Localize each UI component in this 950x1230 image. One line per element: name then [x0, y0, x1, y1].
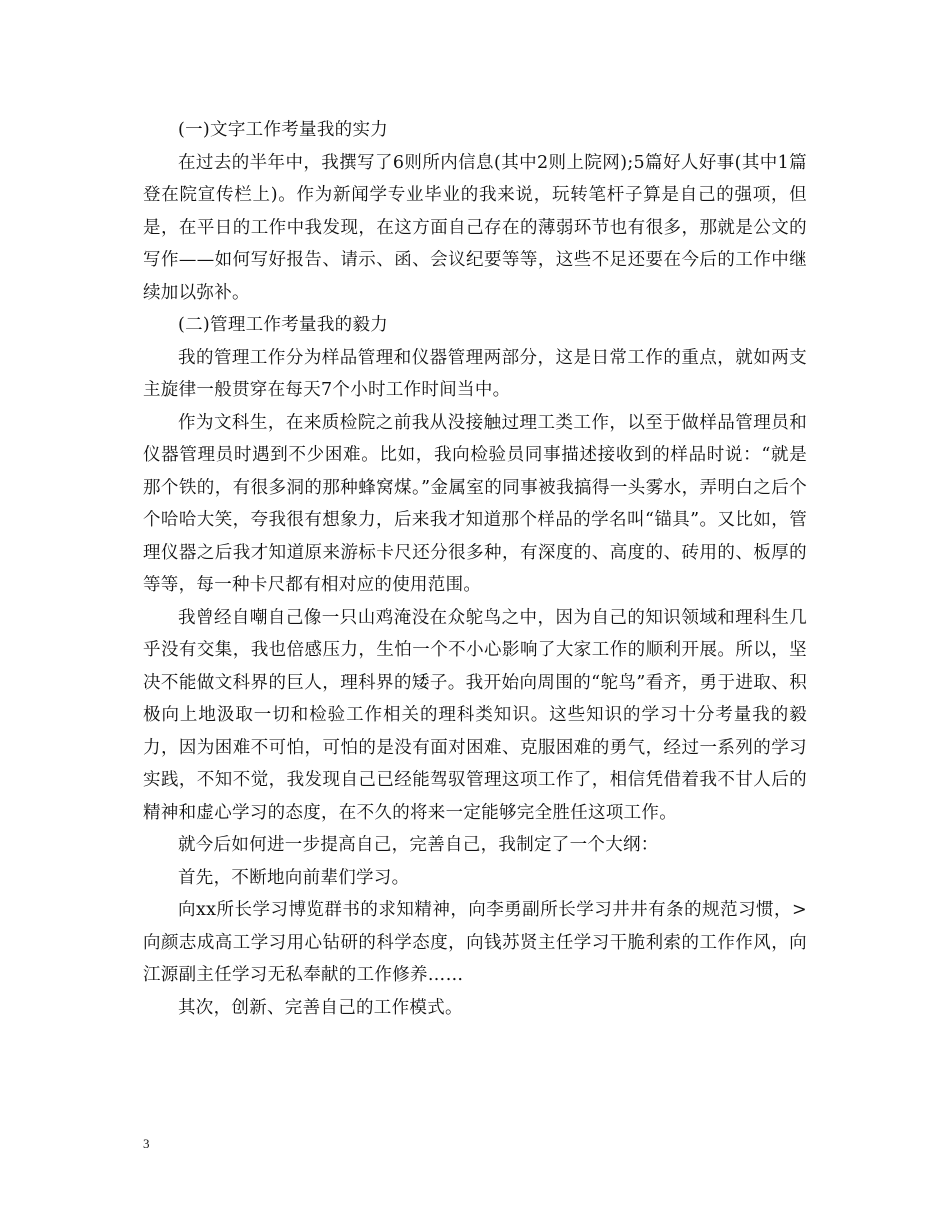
section-heading-writing: (一)文字工作考量我的实力: [178, 120, 389, 140]
paragraph-first-point: 首先，不断地向前辈们学习。: [178, 867, 410, 888]
paragraph-second-point: 其次，创新、完善自己的工作模式。: [178, 997, 463, 1018]
paragraph-learn-from-colleagues: 向xx所长学习博览群书的求知精神，向李勇副所长学习井井有条的规范习惯，>向颜志成高工学习用心钻研的科学态度，向钱苏贤主任学习干脆利索的工作作风，向江源副主任学习无私奉献的工作修养……: [143, 900, 807, 985]
page-number: 3: [143, 1136, 150, 1151]
paragraph-management-overview: 我的管理工作分为样品管理和仪器管理两部分，这是日常工作的重点，就如两支主旋律一般贯穿在每天7个小时工作时间当中。: [143, 347, 807, 400]
paragraph-outline-intro: 就今后如何进一步提高自己，完善自己，我制定了一个大纲：: [178, 835, 659, 855]
paragraph-self-improvement: 我曾经自嘲自己像一只山鸡淹没在众鸵鸟之中，因为自己的知识领域和理科生几乎没有交集，我也倍感压力，生怕一个不小心影响了大家工作的顺利开展。所以，坚决不能做文科界的巨人，理科界的矮子。我开始向周围的“鸵鸟”看齐，勇于进取、积极向上地汲取一切和检验工作相关的理科类知识。这些知识的学习十分考量我的毅力，因为困难不可怕，可怕的是没有面对困难、克服困难的勇气，经过一系列的学习实践，不知不觉，我发现自己已经能驾驭管理这项工作了，相信凭借着我不甘人后的精神和虚心学习的态度，在不久的将来一定能够完全胜任这项工作。: [143, 607, 807, 823]
section-heading-management: (二)管理工作考量我的毅力: [178, 315, 389, 335]
paragraph-difficulties: 作为文科生，在来质检院之前我从没接触过理工类工作，以至于做样品管理员和仪器管理员时遇到不少困难。比如，我向检验员同事描述接收到的样品时说：“就是那个铁的，有很多洞的那种蜂窝煤。”金属室的同事被我搞得一头雾水，弄明白之后个个哈哈大笑，夸我很有想象力，后来我才知道那个样品的学名叫“锚具”。又比如，管理仪器之后我才知道原来游标卡尺还分很多种，有深度的、高度的、砖用的、板厚的等等，每一种卡尺都有相对应的使用范围。: [143, 412, 807, 595]
paragraph-writing-work: 在过去的半年中，我撰写了6则所内信息(其中2则上院网);5篇好人好事(其中1篇登在院宣传栏上)。作为新闻学专业毕业的我来说，玩转笔杆子算是自己的强项，但是，在平日的工作中我发现，在这方面自己存在的薄弱环节也有很多，那就是公文的写作——如何写好报告、请示、函、会议纪要等等，这些不足还要在今后的工作中继续加以弥补。: [143, 152, 807, 303]
document-body: [143, 114, 807, 1024]
